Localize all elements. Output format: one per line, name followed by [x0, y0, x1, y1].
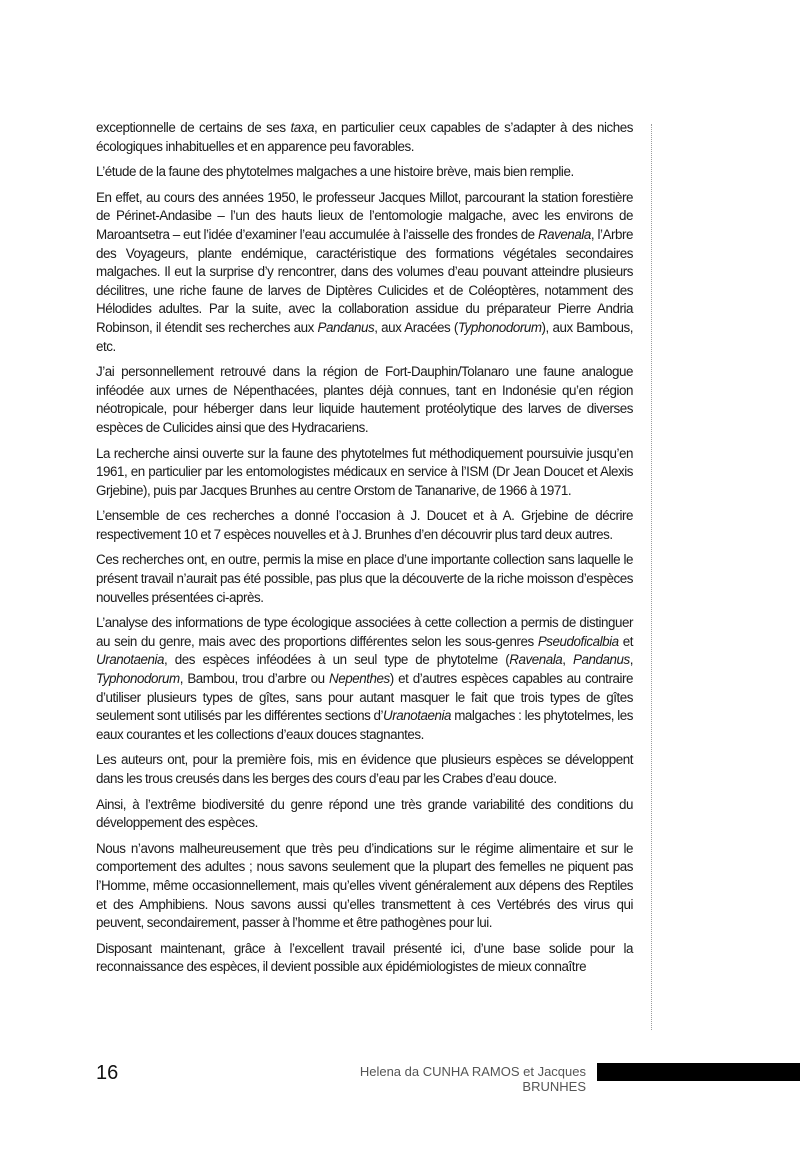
text-run: Ainsi, à l’extrême biodiversité du genre répond une très grande variabilité des conditions du développement des espèces. — [96, 796, 633, 831]
text-run: , en particulier ceux capables de s’adapter à des niches écologiques inhabituelles et en apparence peu favorables. — [96, 120, 633, 154]
text-run: , des espèces inféodées à un seul type de phytotelme ( — [164, 652, 510, 668]
text-run: L’étude de la faune des phytotelmes malgaches a une histoire brève, mais bien remplie. — [96, 164, 574, 180]
text-run: , — [629, 652, 633, 668]
text-run: L’ensemble de ces recherches a donné l’occasion à J. Doucet et à A. Grjebine de décrire respectivement 10 et 7 espèces nouvelles et à J. Brunhes d’en découvrir plus tard deux autres. — [96, 508, 633, 542]
paragraph — [96, 940, 633, 977]
text-run: Disposant maintenant, grâce à l’excellent travail présenté ici, d’une base solide pour la reconnaissance des espèces, il devient possible aux épidémiologistes de mieux connaître — [96, 940, 633, 975]
paragraph — [96, 751, 633, 788]
text-run: , Bambou, trou d’arbre ou — [179, 671, 330, 687]
paragraph — [96, 445, 633, 501]
italic-term: Nepenthes — [329, 671, 390, 687]
paragraph — [96, 840, 633, 933]
italic-term: Uranotaenia — [383, 708, 452, 724]
italic-term: taxa — [290, 120, 314, 135]
text-run: , aux Aracées ( — [374, 319, 458, 335]
italic-term: Pandanus — [317, 319, 375, 335]
text-run: Nous n’avons malheureusement que très peu d’indications sur le régime alimentaire et sur le comportement des adultes ; nous savons seulement que la plupart des femelles ne piquent pas l’Homme, même occasionnellement, mais qu’elles vivent généralement aux dépens des Reptiles et des Amphibiens. Nous savons aussi qu’elles transmettent à ces Vertébrés des virus qui peuvent, secondairement, passer à l’homme et être pathogènes pour lui. — [96, 840, 633, 931]
running-footer-authors: Helena da CUNHA RAMOS et Jacques BRUNHES — [359, 1064, 586, 1094]
text-run: En effet, au cours des années 1950, le professeur Jacques Millot, parcourant la station forestière de Périnet-Andasibe – l’un des hauts lieux de l’entomologie malgache, avec les environs de Maroantsetra – eut l’idée d’examiner l’eau accumulée à l’aisselle des frondes de — [96, 189, 633, 242]
footer-black-bar — [597, 1063, 800, 1081]
text-run: malgaches : les phytotelmes, les eaux courantes et les collections d’eaux douces stagnantes. — [96, 708, 634, 742]
paragraph — [96, 363, 633, 437]
text-run: , l’Arbre des Voyageurs, plante endémique, caractéristique des formations végétales secondaires malgaches. Il eut la surprise d’y rencontrer, dans des volumes d’eau pouvant atteindre plusieurs décilitres, une riche faune de larves de Diptères Culicides et de Coléoptères, notamment des Hélodides adultes. Par la suite, avec la collaboration assidue du préparateur Pierre Andria Robinson, il étendit ses recherches aux — [96, 226, 633, 335]
paragraph — [96, 163, 633, 182]
paragraph — [96, 119, 633, 156]
paragraph — [96, 796, 633, 833]
text-run: La recherche ainsi ouverte sur la faune des phytotelmes fut méthodiquement poursuivie jusqu’en 1961, en particulier par les entomologistes médicaux en service à l’ISM (Dr Jean Doucet et Alexis Grjebine), puis par Jacques Brunhes au centre Orstom de Tananarive, de 1966 à 1971. — [96, 445, 633, 498]
dotted-margin-rule — [651, 124, 652, 1030]
paragraph — [96, 614, 633, 744]
text-run: ), aux Bambous, etc. — [96, 319, 633, 354]
text-run: et — [618, 633, 633, 649]
paragraph — [96, 189, 633, 356]
text-run: J’ai personnellement retrouvé dans la région de Fort-Dauphin/Tolanaro une faune analogue inféodée aux urnes de Népenthacées, plantes déjà connues, tant en Indonésie qu’en région néotropicale, pour héberger dans leur liquide hautement protéolytique des larves de diverses espèces de Culicides ainsi que des Hydracariens. — [96, 364, 633, 435]
italic-term: Uranotaenia — [96, 652, 165, 668]
italic-term: Pseudoficalbia — [537, 633, 619, 649]
italic-term: Typhonodorum — [96, 671, 180, 687]
italic-term: Ravenala — [509, 652, 563, 668]
text-run: , — [562, 652, 573, 668]
text-run: exceptionnelle de certains de ses — [96, 120, 291, 135]
italic-term: Typhonodorum — [457, 319, 542, 335]
text-run: Les auteurs ont, pour la première fois, mis en évidence que plusieurs espèces se développent dans les trous creusés dans les berges des cours d’eau par les Crabes d’eau douce. — [96, 752, 633, 786]
text-run: L’analyse des informations de type écologique associées à cette collection a permis de distinguer au sein du genre, mais avec des proportions différentes selon les sous-genres — [96, 615, 633, 649]
italic-term: Ravenala — [537, 226, 591, 242]
text-run: ) et d’autres espèces capables au contraire d’utiliser plusieurs types de gîtes, sans pour autant masquer le fait que trois types de gîtes seulement sont utilisés par les différentes sections d’ — [96, 671, 633, 724]
paragraph — [96, 551, 633, 607]
body-text — [96, 119, 633, 984]
page-number: 16 — [96, 1062, 119, 1084]
paragraph — [96, 507, 633, 544]
italic-term: Pandanus — [573, 652, 630, 668]
text-run: Ces recherches ont, en outre, permis la mise en place d’une importante collection sans laquelle le présent travail n’aurait pas été possible, pas plus que la découverte de la riche moisson d’espèces nouvelles présentées ci-après. — [96, 552, 633, 605]
